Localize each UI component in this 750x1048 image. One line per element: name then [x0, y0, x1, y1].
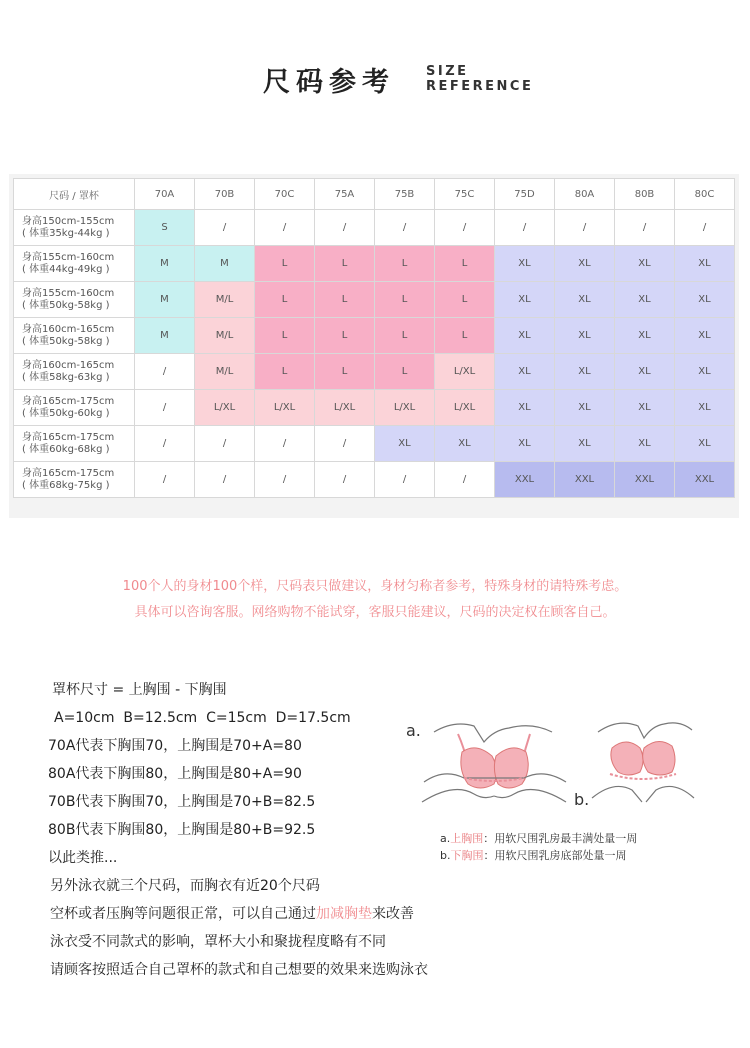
notice-line-1: 100个人的身材100个样，尺码表只做建议，身材匀称者参考，特殊身材的请特殊考虑。 [122, 579, 628, 594]
column-header-80a: 80A [555, 179, 615, 210]
formula-line-4: 80A代表下胸围80，上胸围是80+A=90 [48, 766, 302, 782]
formula-line-8: 另外泳衣就三个尺码，而胸衣有近20个尺码 [50, 878, 320, 894]
size-cell: XL [555, 282, 615, 318]
size-cell: XL [555, 246, 615, 282]
formula-line-9-b: 来改善 [372, 906, 414, 922]
formula-line-6: 80B代表下胸围80，上胸围是80+B=92.5 [48, 822, 316, 838]
row-header [14, 210, 135, 246]
size-cell: M [135, 246, 195, 282]
size-cell: S [135, 210, 195, 246]
size-cell: / [375, 210, 435, 246]
page-header [0, 56, 750, 104]
row-weight-range: ( 体重35kg-44kg ) [22, 227, 110, 239]
size-cell: / [135, 390, 195, 426]
column-header-70c: 70C [255, 179, 315, 210]
size-cell: L/XL [255, 390, 315, 426]
size-cell: / [255, 462, 315, 498]
under-bust-illustration [588, 714, 698, 814]
size-cell: / [315, 426, 375, 462]
size-cell: / [255, 426, 315, 462]
size-cell: M [135, 318, 195, 354]
size-cell: XL [555, 426, 615, 462]
size-cell: / [195, 462, 255, 498]
size-cell: XL [675, 426, 735, 462]
formula-line-1: 罩杯尺寸 = 上胸围 - 下胸围 [52, 682, 227, 698]
row-header [14, 426, 135, 462]
size-cell: L/XL [435, 390, 495, 426]
illustration-a-label: a. [406, 721, 421, 740]
table-row [14, 318, 735, 354]
row-header [14, 462, 135, 498]
size-cell: M/L [195, 282, 255, 318]
table-row [14, 354, 735, 390]
size-cell: L [435, 318, 495, 354]
size-cell: L [315, 246, 375, 282]
row-height-range: 身高150cm-155cm [22, 215, 115, 227]
size-cell: / [435, 210, 495, 246]
row-height-range: 身高160cm-165cm [22, 323, 115, 335]
size-cell: XL [555, 354, 615, 390]
caption-b-text: ：用软尺围乳房底部处量一周 [483, 849, 627, 862]
size-cell: L [375, 246, 435, 282]
size-cell: L [435, 246, 495, 282]
table-row [14, 246, 735, 282]
formula-line-9 [48, 900, 428, 928]
row-height-range: 身高165cm-175cm [22, 395, 115, 407]
formula-line-5: 70B代表下胸围70，上胸围是70+B=82.5 [48, 794, 316, 810]
size-cell: L/XL [195, 390, 255, 426]
formula-line-11: 请顾客按照适合自己罩杯的款式和自己想要的效果来选购泳衣 [50, 962, 428, 978]
column-header-80c: 80C [675, 179, 735, 210]
size-cell: XL [555, 390, 615, 426]
size-cell: XXL [675, 462, 735, 498]
caption-a [440, 830, 637, 847]
table-row [14, 282, 735, 318]
formula-line-9-a: 空杯或者压胸等问题很正常，可以自己通过 [50, 906, 316, 922]
table-row [14, 210, 735, 246]
caption-b [440, 847, 637, 864]
size-cell: XL [615, 282, 675, 318]
size-cell: / [315, 210, 375, 246]
size-cell: XL [495, 426, 555, 462]
size-cell: XXL [615, 462, 675, 498]
size-cell: XL [675, 390, 735, 426]
table-corner-cell: 尺码 / 罩杯 [14, 179, 135, 210]
size-cell: M [195, 246, 255, 282]
size-cell: XL [435, 426, 495, 462]
caption-b-term: 下胸围 [450, 849, 484, 862]
size-cell: XL [495, 318, 555, 354]
size-notice [0, 574, 750, 626]
row-height-range: 身高155cm-160cm [22, 251, 115, 263]
pad-highlight: 加减胸垫 [316, 906, 372, 922]
caption-a-prefix: a. [440, 832, 451, 845]
size-cell: L [315, 282, 375, 318]
row-header [14, 282, 135, 318]
column-header-75a: 75A [315, 179, 375, 210]
column-header-80b: 80B [615, 179, 675, 210]
size-cell: L [255, 282, 315, 318]
caption-a-text: ：用软尺围乳房最丰满处量一周 [483, 832, 638, 845]
size-cell: XL [675, 246, 735, 282]
size-cell: XL [495, 246, 555, 282]
size-cell: M/L [195, 354, 255, 390]
size-cell: XL [615, 390, 675, 426]
size-cell: / [195, 426, 255, 462]
table-body [14, 210, 735, 498]
size-cell: XL [615, 426, 675, 462]
subtitle-line-2: REFERENCE [426, 79, 534, 94]
size-cell: / [615, 210, 675, 246]
row-weight-range: ( 体重50kg-58kg ) [22, 299, 110, 311]
size-cell: XL [615, 354, 675, 390]
row-height-range: 身高165cm-175cm [22, 431, 115, 443]
size-cell: XL [495, 354, 555, 390]
size-cell: / [435, 462, 495, 498]
size-cell: XL [615, 246, 675, 282]
row-weight-range: ( 体重58kg-63kg ) [22, 371, 110, 383]
size-cell: XL [375, 426, 435, 462]
size-cell: L [315, 318, 375, 354]
size-cell: L/XL [315, 390, 375, 426]
formula-line-2: A=10cm B=12.5cm C=15cm D=17.5cm [54, 710, 351, 726]
size-cell: XL [555, 318, 615, 354]
size-cell: / [555, 210, 615, 246]
illustration-b-label: b. [574, 790, 590, 809]
row-header [14, 354, 135, 390]
size-cell: XL [495, 282, 555, 318]
row-weight-range: ( 体重60kg-68kg ) [22, 443, 110, 455]
size-cell: XXL [495, 462, 555, 498]
row-height-range: 身高165cm-175cm [22, 467, 115, 479]
table-row [14, 426, 735, 462]
measurement-caption [440, 830, 637, 864]
size-cell: / [135, 462, 195, 498]
size-cell: M [135, 282, 195, 318]
size-cell: XL [675, 282, 735, 318]
size-cell: / [315, 462, 375, 498]
size-cell: / [135, 354, 195, 390]
column-header-75c: 75C [435, 179, 495, 210]
row-height-range: 身高160cm-165cm [22, 359, 115, 371]
page-title: 尺码参考 [263, 67, 395, 98]
size-cell: L [435, 282, 495, 318]
formula-line-7: 以此类推... [48, 850, 118, 866]
size-cell: L [255, 318, 315, 354]
size-cell: L [315, 354, 375, 390]
size-cell: / [195, 210, 255, 246]
row-header [14, 318, 135, 354]
caption-b-prefix: b. [440, 849, 451, 862]
notice-line-2: 具体可以咨询客服。网络购物不能试穿，客服只能建议，尺码的决定权在顾客自己。 [134, 605, 616, 620]
column-header-75b: 75B [375, 179, 435, 210]
row-height-range: 身高155cm-160cm [22, 287, 115, 299]
size-cell: L [255, 246, 315, 282]
page-subtitle [426, 64, 533, 94]
table-row [14, 462, 735, 498]
formula-line-3: 70A代表下胸围70，上胸围是70+A=80 [48, 738, 302, 754]
table-row [14, 390, 735, 426]
cup-formula-section [48, 676, 428, 984]
size-cell: L [375, 282, 435, 318]
size-cell: XXL [555, 462, 615, 498]
size-table [13, 178, 735, 498]
row-weight-range: ( 体重44kg-49kg ) [22, 263, 110, 275]
row-header [14, 390, 135, 426]
size-cell: / [495, 210, 555, 246]
table-header-row [14, 179, 735, 210]
row-weight-range: ( 体重50kg-60kg ) [22, 407, 110, 419]
size-cell: / [255, 210, 315, 246]
size-cell: / [135, 426, 195, 462]
size-cell: XL [675, 318, 735, 354]
size-cell: L [375, 318, 435, 354]
size-cell: L/XL [435, 354, 495, 390]
size-cell: XL [675, 354, 735, 390]
upper-bust-illustration [414, 712, 574, 822]
formula-line-10: 泳衣受不同款式的影响，罩杯大小和聚拢程度略有不同 [50, 934, 386, 950]
column-header-75d: 75D [495, 179, 555, 210]
column-header-70b: 70B [195, 179, 255, 210]
size-cell: M/L [195, 318, 255, 354]
row-header [14, 246, 135, 282]
row-weight-range: ( 体重68kg-75kg ) [22, 479, 110, 491]
size-cell: XL [495, 390, 555, 426]
caption-a-term: 上胸围 [450, 832, 484, 845]
subtitle-line-1: SIZE [426, 64, 469, 79]
column-header-70a: 70A [135, 179, 195, 210]
size-cell: L [255, 354, 315, 390]
row-weight-range: ( 体重50kg-58kg ) [22, 335, 110, 347]
size-cell: L [375, 354, 435, 390]
size-cell: XL [615, 318, 675, 354]
size-cell: L/XL [375, 390, 435, 426]
size-cell: / [375, 462, 435, 498]
size-cell: / [675, 210, 735, 246]
